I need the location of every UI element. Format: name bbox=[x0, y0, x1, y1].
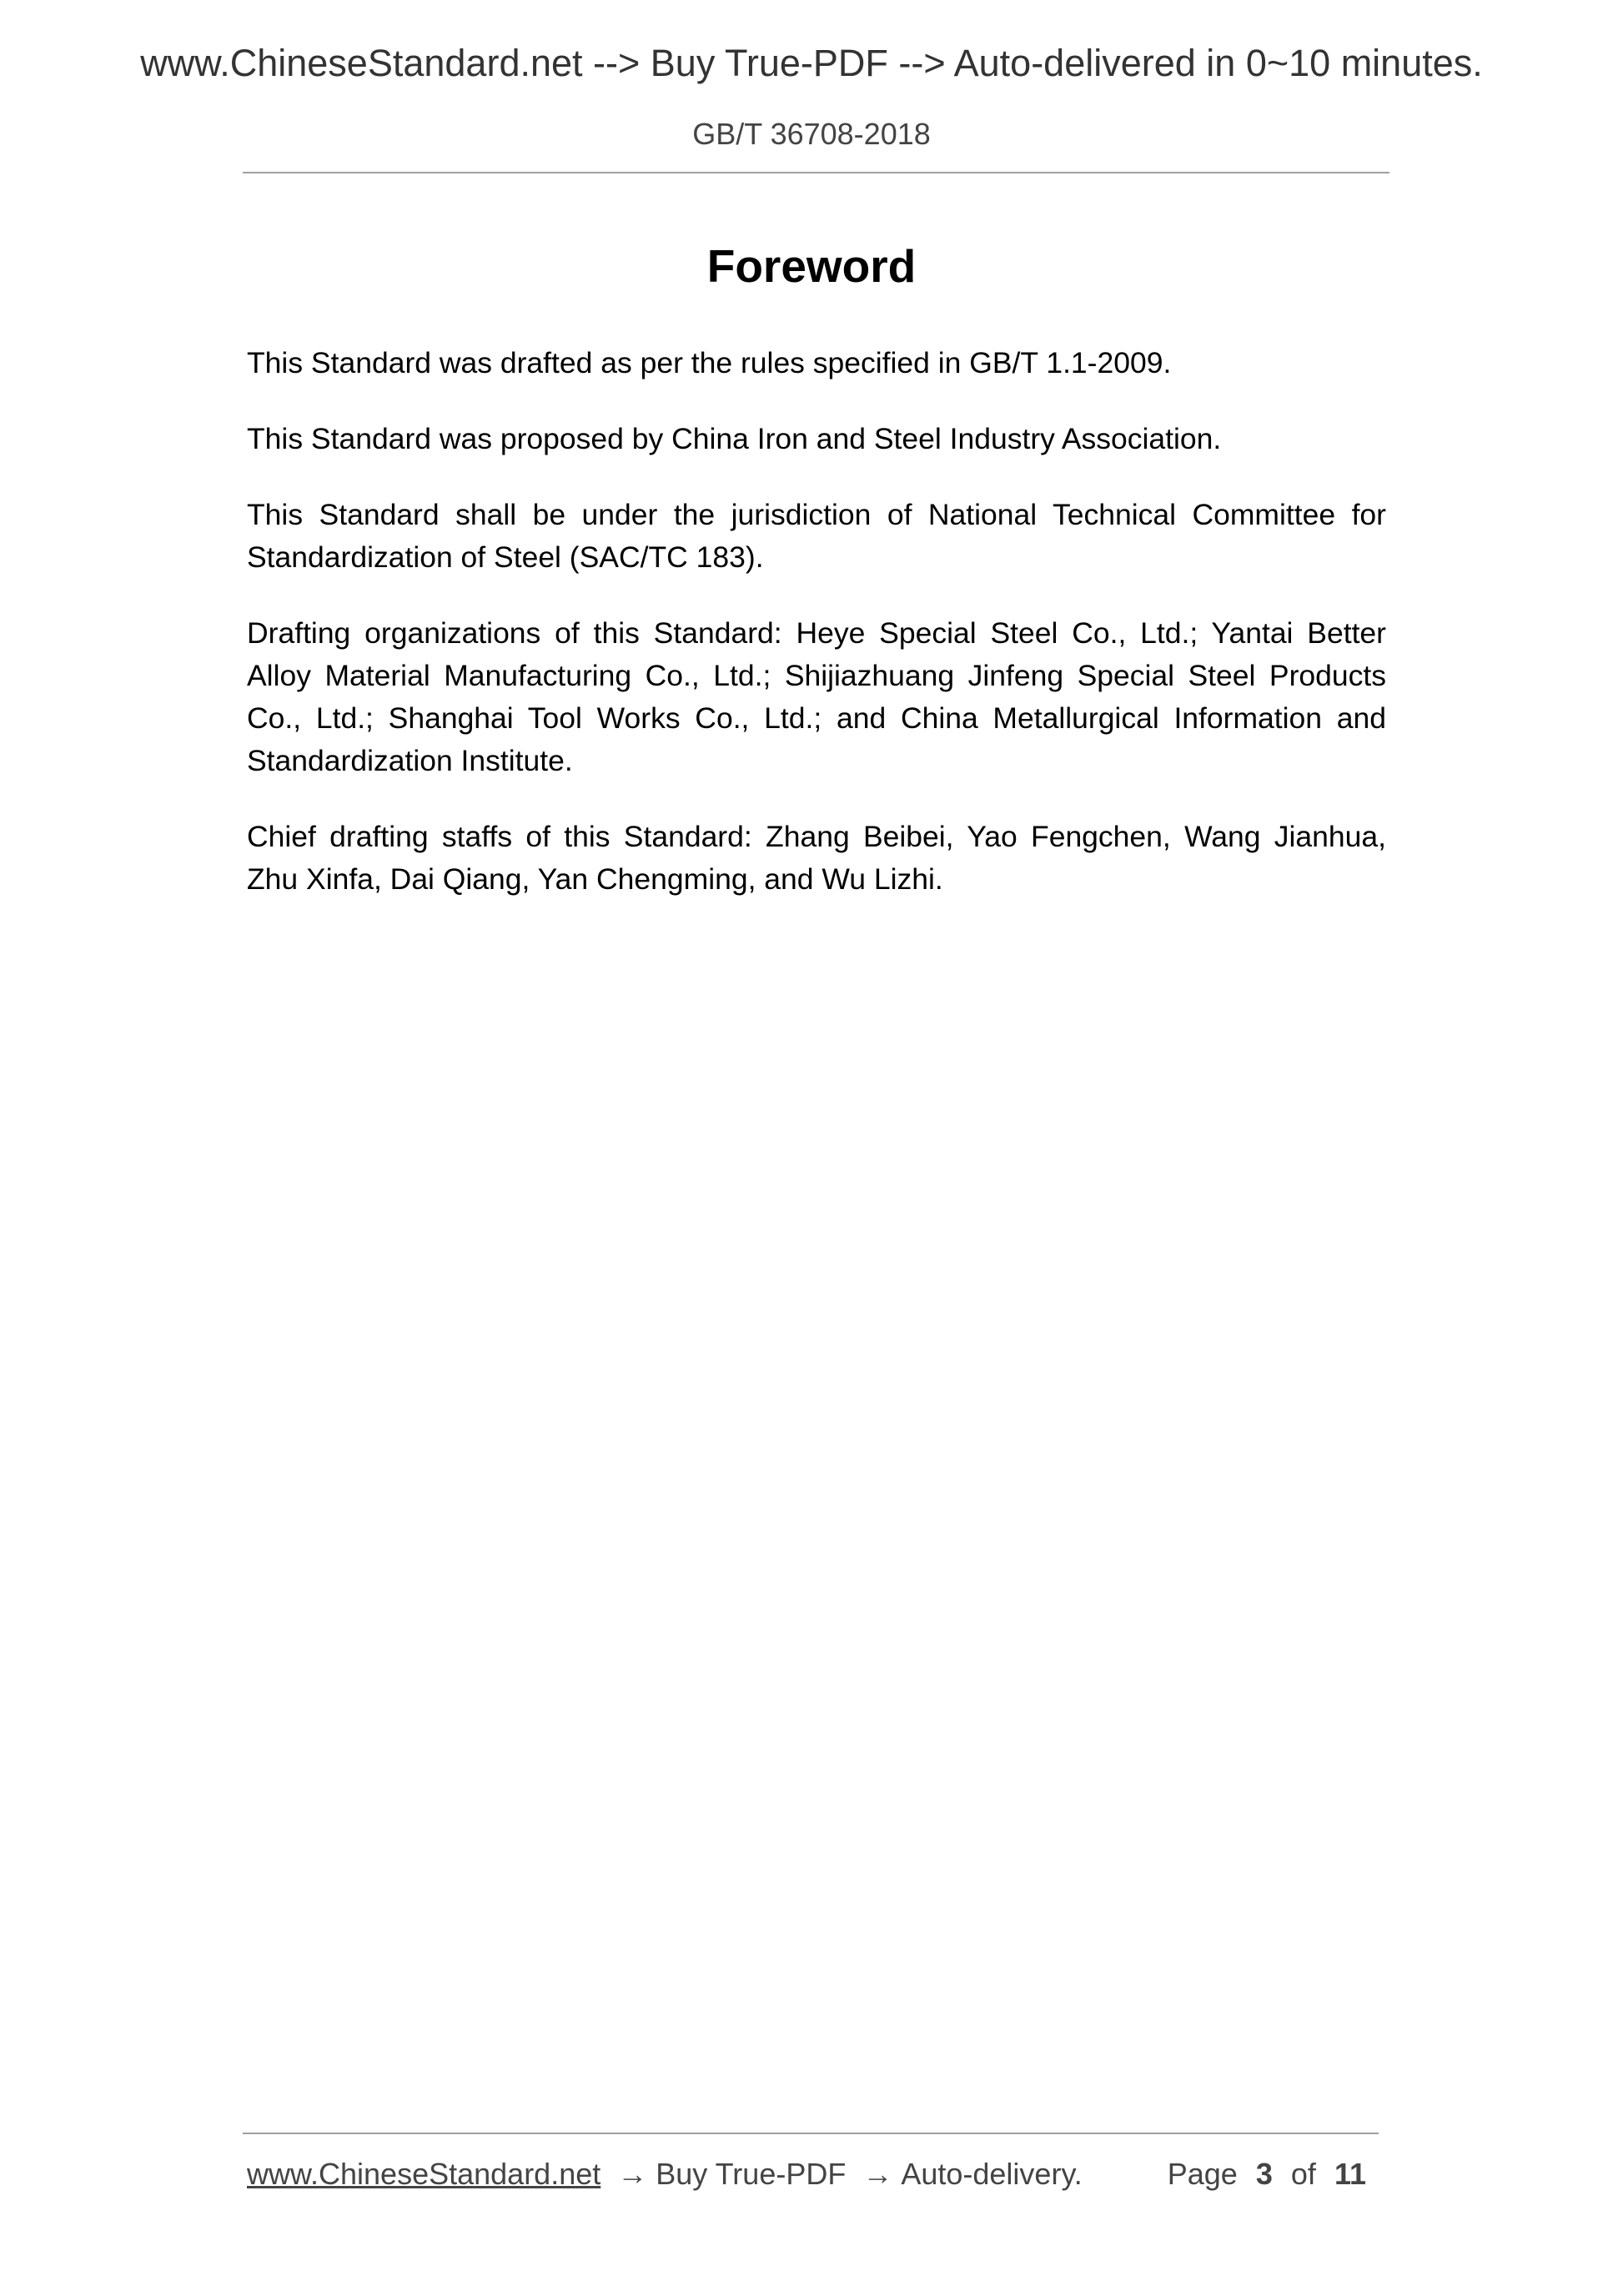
page-number: 3 bbox=[1255, 2157, 1273, 2191]
page-total: 11 bbox=[1334, 2157, 1366, 2191]
footer-divider bbox=[243, 2133, 1379, 2134]
page-indicator bbox=[1168, 2157, 1376, 2192]
arrow-right-icon: → bbox=[617, 2157, 648, 2191]
page-label: Page bbox=[1167, 2157, 1238, 2191]
foreword-body bbox=[247, 342, 1386, 934]
website-link[interactable]: www.ChineseStandard.net bbox=[247, 2157, 601, 2191]
paragraph-drafting-rules: This Standard was drafted as per the rules specified in GB/T 1.1-2009. bbox=[247, 346, 1172, 379]
footer-promo bbox=[247, 2157, 1083, 2192]
buy-true-pdf-text: Buy True-PDF bbox=[656, 2157, 847, 2191]
auto-delivery-text: Auto-delivery. bbox=[901, 2157, 1083, 2191]
paragraph-drafting-organizations: Drafting organizations of this Standard: Heye Special Steel Co., Ltd.; Yantai Better Alloy Material Manufacturing Co., Ltd.; Shijiazhuang Jinfeng Special Steel Products Co., Ltd.; Shanghai Tool Works Co., Ltd.; and China Metallurgical Information and Standardization Institute. bbox=[247, 616, 1386, 777]
page-title: Foreword bbox=[706, 240, 917, 292]
arrow-right-icon: → bbox=[862, 2157, 893, 2191]
paragraph-drafting-staff: Chief drafting staffs of this Standard: Zhang Beibei, Yao Fengchen, Wang Jianhua, Zhu Xinfa, Dai Qiang, Yan Chengming, and Wu Lizhi. bbox=[247, 820, 1386, 896]
paragraph-jurisdiction: This Standard shall be under the jurisdiction of National Technical Committee for Standardization of Steel (SAC/TC 183). bbox=[247, 498, 1386, 574]
paragraph-proposed-by: This Standard was proposed by China Iron and Steel Industry Association. bbox=[247, 422, 1222, 455]
page-footer bbox=[247, 2157, 1376, 2192]
of-label: of bbox=[1290, 2157, 1316, 2191]
document-code: GB/T 36708-2018 bbox=[692, 117, 931, 151]
header-divider bbox=[243, 172, 1389, 173]
site-banner: www.ChineseStandard.net --> Buy True-PDF --> Auto-delivered in 0~10 minutes. bbox=[140, 42, 1483, 84]
